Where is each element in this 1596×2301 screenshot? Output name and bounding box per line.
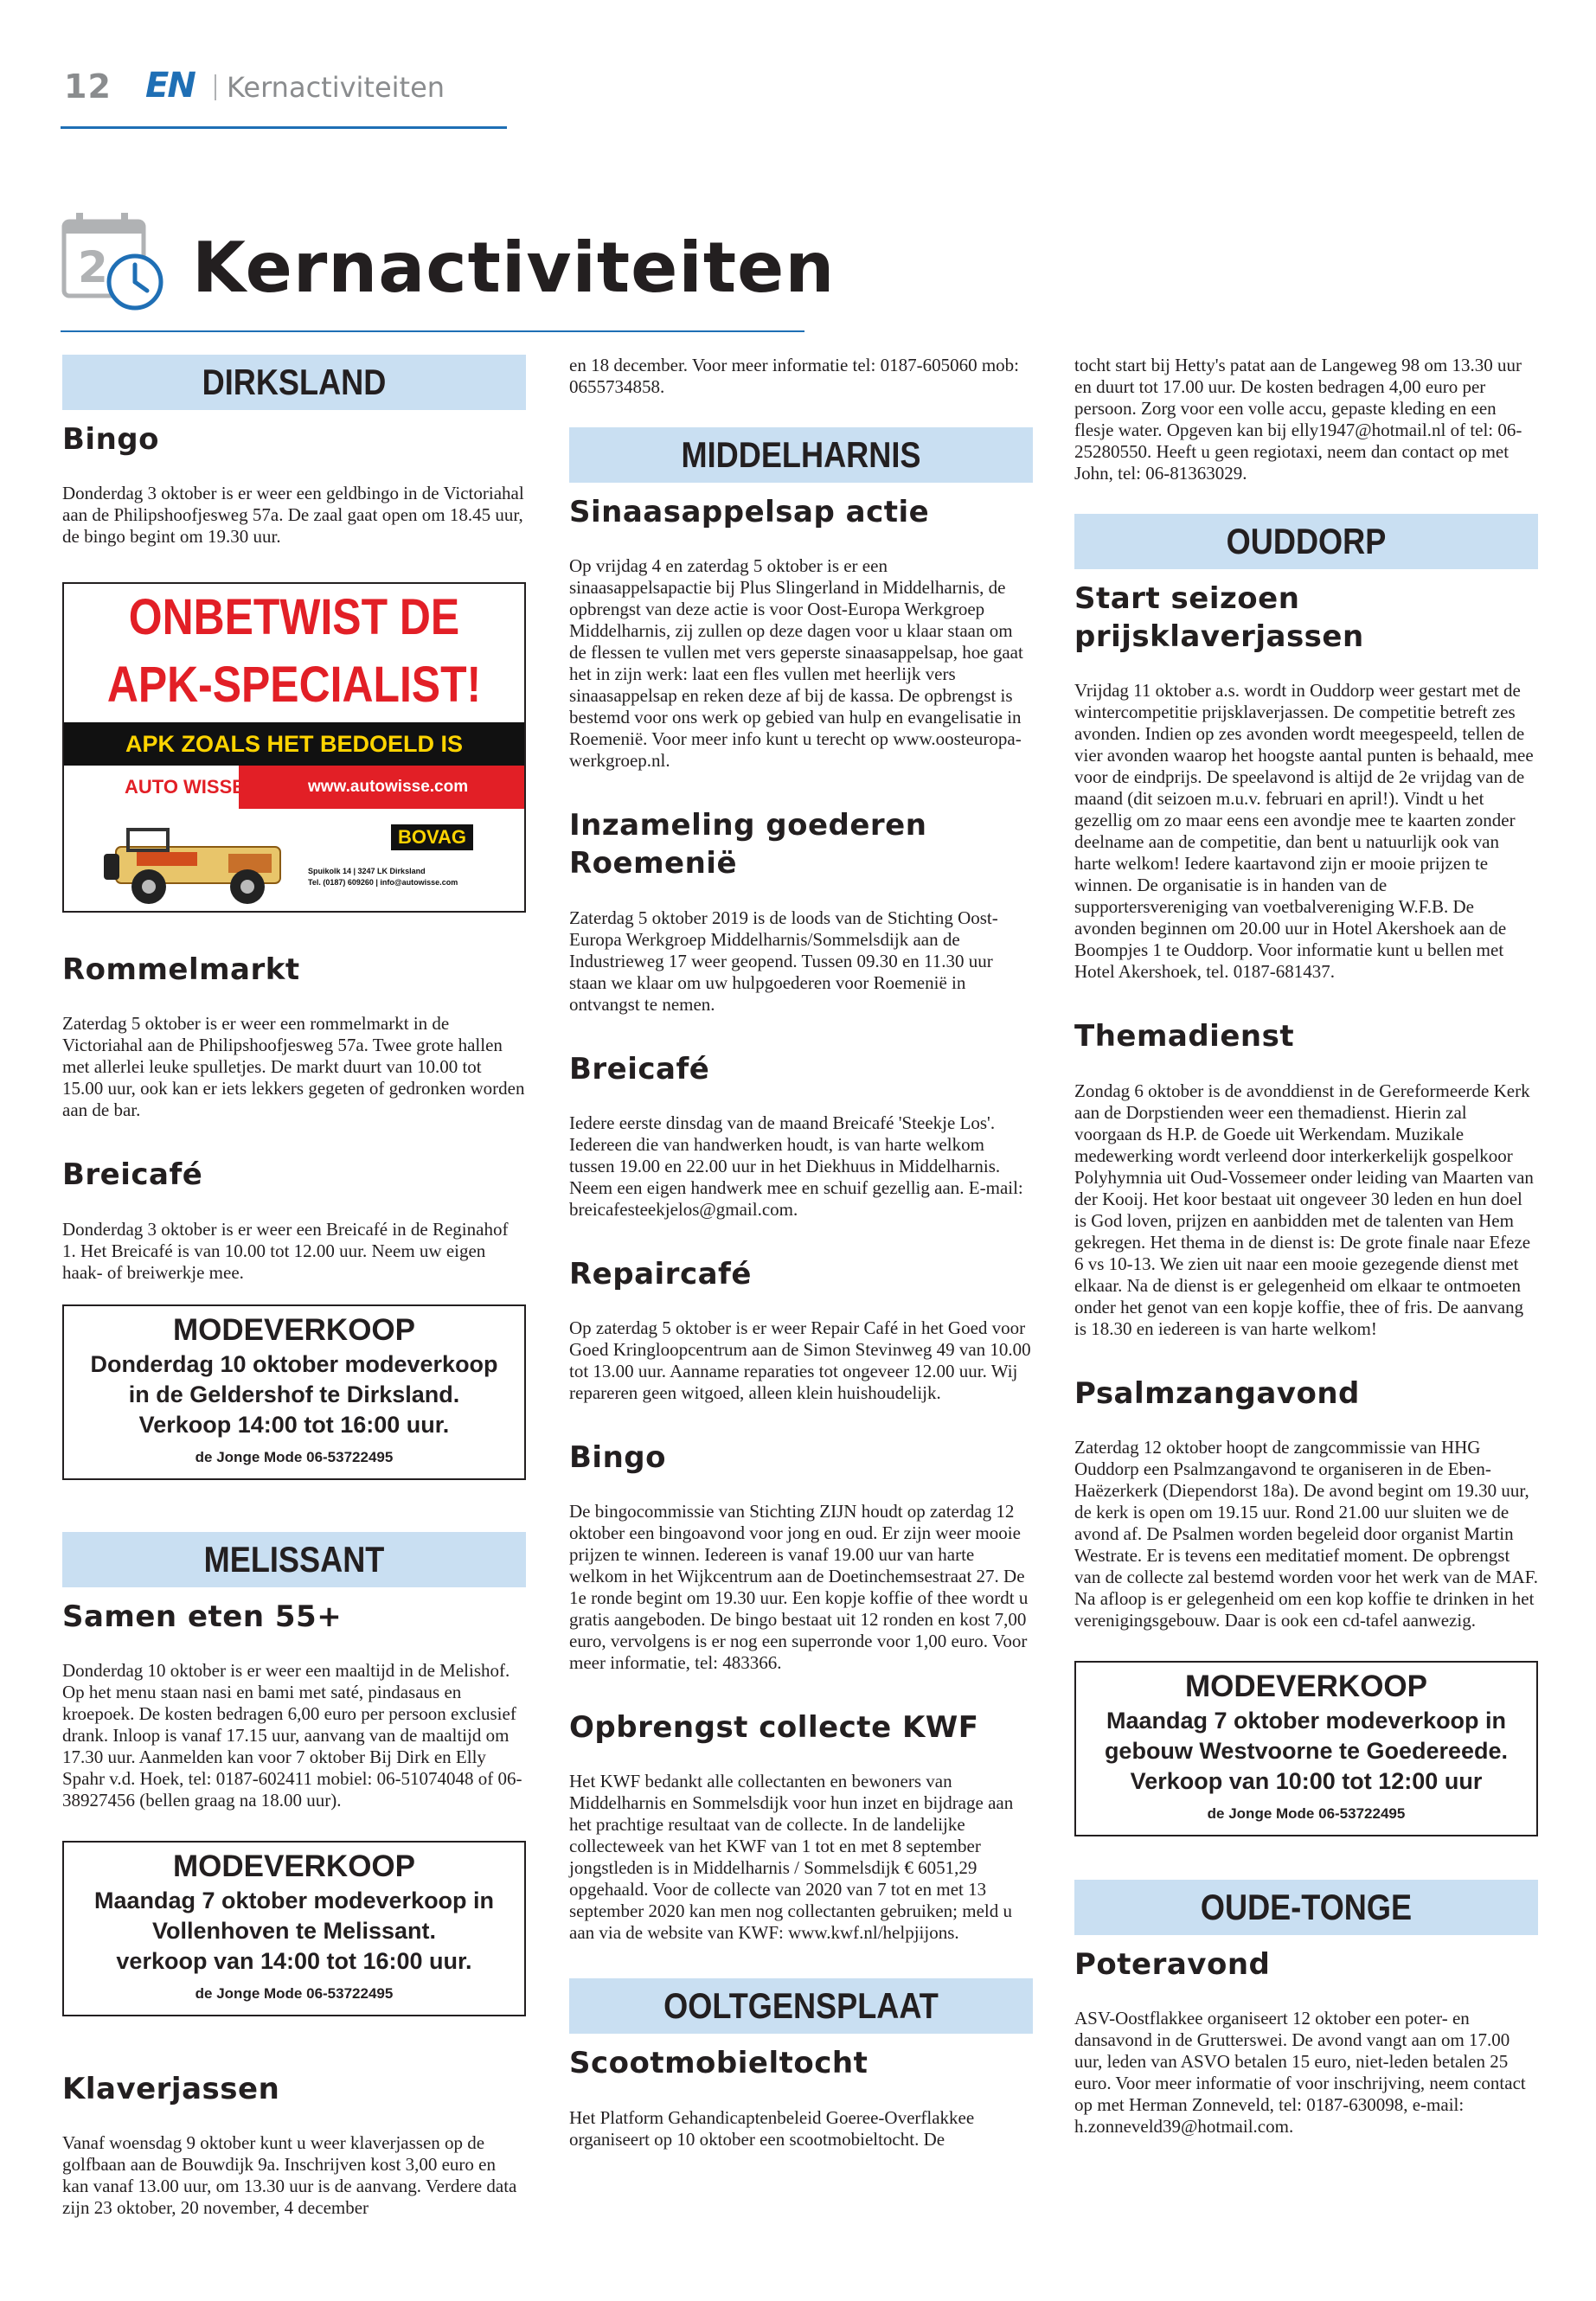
ad-title: MODEVERKOOP	[172, 1312, 416, 1347]
title-rule	[61, 330, 804, 332]
town-band-ouddorp	[1074, 514, 1538, 569]
ad-line: Verkoop 14:00 tot 16:00 uur.	[138, 1411, 450, 1438]
town-heading: DIRKSLAND	[202, 362, 387, 402]
apk-contact-line: Tel. (0187) 609260 | info@autowisse.com	[308, 878, 458, 888]
apk-url: www.autowisse.com	[308, 778, 469, 797]
article-heading: Opbrengst collecte KWF	[569, 1710, 979, 1746]
apk-brand: AUTO WISSE	[125, 776, 245, 798]
header-divider	[215, 74, 216, 100]
article-body: Iedere eerste dinsdag van de maand Breicafé 'Steekje Los'. Iedereen die van handwerken houdt, is van harte welkom tussen 19.00 en 22.00 uur in het Diekhuus in Middelharnis. Neem een eigen handwerk mee en schuif gezellig aan. E-mail: breicafesteekjelos@gmail.com.	[569, 1112, 1023, 1220]
calendar-clock-icon	[61, 211, 166, 313]
article-body: Donderdag 3 oktober is er weer een geldbingo in de Victoriahal aan de Philipshoofjesweg 57a. De zaal gaat open om 18.45 uur, de bingo begint om 19.30 uur.	[62, 483, 524, 548]
ad-contact: de Jonge Mode 06-53722495	[195, 1984, 394, 2002]
article-heading: Start seizoen prijsklaverjassen	[1074, 581, 1364, 655]
jeep-car-image	[99, 814, 298, 909]
town-heading: MELISSANT	[203, 1538, 385, 1580]
town-heading: OUDE-TONGE	[1200, 1886, 1413, 1927]
article-heading: Poteravond	[1074, 1946, 1271, 1982]
ad-contact: de Jonge Mode 06-53722495	[195, 1448, 394, 1465]
ad-line: Maandag 7 oktober modeverkoop in	[93, 1887, 495, 1913]
article-body: Donderdag 10 oktober is er weer een maaltijd in de Melishof. Op het menu staan nasi en bami met saté, pindasaus en kroepoek. De kosten bedragen 6,00 euro per persoon exclusief drank. Inloop is vanaf 17.15 uur, aanvang van de maaltijd om 17.30 uur. Aanmelden kan voor 7 oktober Bij Dirk en Elly Spahr v.d. Hoek, tel: 0187-602411 mobiel: 06-51074048 of 06-38927456 (bellen graag na 18.00 uur).	[62, 1659, 522, 1811]
article-heading: Sinaasappelsap actie	[569, 495, 930, 529]
apk-advertisement	[62, 582, 526, 913]
apk-slogan: APK ZOALS HET BEDOELD IS	[64, 722, 524, 766]
column-1	[62, 355, 526, 2253]
article-heading: Breicafé	[62, 1157, 203, 1193]
article-heading: Rommelmarkt	[62, 952, 300, 988]
article-body-continued: tocht start bij Hetty's patat aan de Langeweg 98 om 13.30 uur en duurt tot 17.00 uur. De kosten bedragen 4,00 euro per persoon. Zorg voor een volle accu, gepaste kleding en een flesje water. Opgeven kan bij elly1947@hotmail.nl of tel: 06-25280550. Heeft u geen regiotaxi, neem dan contact op met John, tel: 06-81363029.	[1074, 355, 1522, 484]
ad-title: MODEVERKOOP	[172, 1849, 416, 1883]
article-heading: Inzameling goederen Roemenië	[569, 808, 927, 881]
article-body: Zondag 6 oktober is de avonddienst in de Gereformeerde Kerk aan de Dorpstienden weer een themadienst. Hierin zal voorgaan ds H.P. de Goede uit Werkendam. Muzikale medewerking wordt verleend door interkerkelijk gospelkoor Polyhymnia uit Oud-Vossemeer onder leiding van Maarten van der Kooij. Het koor bestaat uit ongeveer 30 leden en hun doel is God loven, prijzen en aanbidden met de talenten van Hem gekregen. Het thema in de dienst is: De grote finale naar Efeze 6 vs 10-13. We zien uit naar een mooie gezegende dienst met elkaar. Na de dienst is er gelegenheid om elkaar te ontmoeten onder het genot van een kopje koffie, thee of fris. De aanvang is 18.30 en iedereen is van harte welkom!	[1074, 1080, 1534, 1339]
apk-address-line: Spuikolk 14 | 3247 LK Dirksland	[308, 867, 426, 876]
article-heading: Breicafé	[569, 1051, 710, 1086]
column-2	[569, 355, 1033, 2185]
ad-line: Donderdag 10 oktober modeverkoop	[90, 1350, 498, 1377]
ad-line: gebouw Westvoorne te Goedereede.	[1104, 1737, 1509, 1764]
modeverkoop-ad	[1074, 1661, 1538, 1836]
article-body-continued: en 18 december. Voor meer informatie tel: 0187-605060 mob: 0655734858.	[569, 355, 1020, 397]
town-heading: OOLTGENSPLAAT	[663, 1985, 939, 2027]
town-band-ooltgensplaat	[569, 1978, 1033, 2034]
article-heading: Themadienst	[1074, 1019, 1295, 1054]
ad-contact: de Jonge Mode 06-53722495	[1207, 1804, 1406, 1822]
header-rule	[61, 126, 507, 129]
publication-logo: EN	[145, 66, 195, 106]
ad-line: in de Geldershof te Dirksland.	[128, 1381, 460, 1407]
page-number: 12	[64, 67, 112, 106]
article-body: Zaterdag 12 oktober hoopt de zangcommissie van HHG Ouddorp een Psalmzangavond te organiseren in de Eben-Haëzerkerk (Diependorst 18a). De avond begint om 19.30 uur, de kerk is open om 19.15 uur. Rond 21.00 uur sluiten we de avond af. De Psalmen worden begeleid door organist Martin Westrate. Er is tevens een meditatief moment. De opbrengst van de collecte zal bestemd worden voor het werk van de MAF. Na afloop is er gelegenheid om een kop koffie te drinken in het verenigingsgebouw. Daar is ook een cd-tafel aanwezig.	[1074, 1436, 1538, 1631]
article-body: Vrijdag 11 oktober a.s. wordt in Ouddorp weer gestart met de wintercompetitie prijsklaverjassen. De competitie betreft zes avonden. Indien op zes avonden wordt meegespeeld, tellen de vier avonden waarop het hoogste aantal punten is behaald, mee voor de eindprijs. De speelavond is altijd de 2e vrijdag van de maand (dit seizoen m.u.v. februari en april!). Vindt u het gezellig om zo maar eens een avondje mee te kaarten zonder deelname aan de competitie, dan bent u natuurlijk ook van harte welkom! Iedere kaartavond zijn er mooie prijzen te winnen. De organisatie is in handen van de supportersvereniging van voetbalvereniging W.F.B. De avonden beginnen om 20.00 uur in Hotel Akershoek aan de Boompjes 1 te Ouddorp. Voor informatie kunt u bellen met Hotel Akershoek, tel. 0187-681437.	[1074, 680, 1534, 983]
article-body: Op vrijdag 4 en zaterdag 5 oktober is er een sinaasappelsapactie bij Plus Slingerland in Middelharnis, de opbrengst van deze actie is voor Oost-Europa Werkgroep Middelharnis, zij zullen op deze dagen voor u klaar staan om de flessen te vullen met vers geperste sinaasappelsap, hoe gaat het in zijn werk: laat een fles vullen met heerlijk vers sinaasappelsap en reken deze af bij de kassa. De opbrengst is bestemd voor ons werk op gebied van hulp en evangelisatie in Roemenië. Voor meer info kunt u terecht op www.oosteuropa-werkgroep.nl.	[569, 555, 1023, 772]
modeverkoop-ad	[62, 1841, 526, 2016]
article-heading: Samen eten 55+	[62, 1599, 343, 1634]
article-heading: Klaverjassen	[62, 2071, 280, 2106]
article-body: Vanaf woensdag 9 oktober kunt u weer klaverjassen op de golfbaan aan de Bouwdijk 9a. Inschrijven kost 3,00 euro en kan vanaf 13.00 uur, om 13.30 uur is de aanvang. Verdere data zijn 23 oktober, 20 november, 4 december	[62, 2131, 517, 2218]
article-body: De bingocommissie van Stichting ZIJN houdt op zaterdag 12 oktober een bingoavond voor jong en oud. Er zijn weer mooie prijzen te winnen. Iedereen is vanaf 19.00 uur van harte welkom in het Wijkcentrum aan de Doetinchemsestraat 27. De 1e ronde begint om 19.30 uur. Een kopje koffie of thee wordt u gratis aangeboden. De bingo bestaat uit 12 ronden en kost 7,00 euro, vervolgens is er nog een superronde voor 1,00 euro. Voor meer informatie, tel: 483366.	[569, 1501, 1029, 1674]
article-body: Donderdag 3 oktober is er weer een Breicafé in de Reginahof 1. Het Breicafé is van 10.00 tot 12.00 uur. Neem uw eigen haak- of breiwerkje mee.	[62, 1218, 509, 1283]
article-heading: Psalmzangavond	[1074, 1375, 1360, 1411]
svg-text:2: 2	[78, 242, 108, 292]
article-heading: Scootmobieltocht	[569, 2046, 869, 2081]
town-heading: OUDDORP	[1226, 521, 1387, 561]
article-body: ASV-Oostflakkee organiseert 12 oktober een poter- en dansavond in de Grutterswei. De avond vangt aan om 17.00 uur, leden van ASVO betalen 15 euro, niet-leden betalen 25 euro. Voor meer informatie of voor inschrijving, neem contact op met Herman Zonneveld, tel: 0187-630098, e-mail: h.zonneveld39@hotmail.com.	[1074, 2007, 1526, 2137]
page-header	[61, 66, 510, 106]
ad-line: Maandag 7 oktober modeverkoop in	[1106, 1707, 1507, 1734]
apk-headline-2: APK-SPECIALIST!	[106, 657, 482, 714]
article-body: Het Platform Gehandicaptenbeleid Goeree-Overflakkee organiseert op 10 oktober een scootmobieltocht. De	[569, 2106, 975, 2150]
article-body: Het KWF bedankt alle collectanten en bewoners van Middelharnis en Sommelsdijk voor hun inzet en bijdrage aan het prachtige resultaat van de collecte. In de landelijke collecteweek van het KWF van 1 tot en met 8 september jongstleden is in Middelharnis / Sommelsdijk € 6051,29 opgehaald. Voor de collecte van 2020 van 7 tot en met 13 september 2020 kan men nog collectanten gebruiken; meld u aan via de website van KWF: www.kwf.nl/helpjijons.	[569, 1771, 1014, 1944]
town-band-middelharnis	[569, 427, 1033, 483]
article-heading: Repaircafé	[569, 1256, 752, 1292]
apk-address	[308, 866, 458, 888]
section-label: Kernactiviteiten	[227, 71, 445, 104]
article-body: Zaterdag 5 oktober is er weer een rommelmarkt in de Victoriahal aan de Philipshoofjesweg 57a. Twee grote hallen met allerlei leuke spulletjes. De markt duurt van 10.00 tot 15.00 uur, ook kan er iets lekkers gegeten of gedronken worden aan de bar.	[62, 1013, 525, 1121]
column-3	[1074, 355, 1538, 2172]
page-title: Kernactiviteiten	[192, 228, 836, 308]
ad-line: Verkoop van 10:00 tot 12:00 uur	[1130, 1767, 1483, 1794]
article-heading: Bingo	[62, 422, 159, 457]
article-body: Op zaterdag 5 oktober is er weer Repair Café in het Goed voor Goed Kringloopcentrum aan de Simon Stevinweg 49 van 10.00 tot 13.00 uur. Aanname reparaties tot ongeveer 12.00 uur. Wij repareren geen witgoed, alleen klein huishoudelijk.	[569, 1317, 1031, 1403]
bovag-logo: BOVAG	[391, 824, 473, 850]
modeverkoop-ad	[62, 1304, 526, 1480]
ad-line: verkoop van 14:00 tot 16:00 uur.	[116, 1947, 472, 1974]
ad-line: Vollenhoven te Melissant.	[151, 1917, 437, 1944]
article-heading: Bingo	[569, 1439, 666, 1475]
town-band-oude-tonge	[1074, 1880, 1538, 1935]
town-heading: MIDDELHARNIS	[681, 434, 921, 475]
article-body: Zaterdag 5 oktober 2019 is de loods van de Stichting Oost-Europa Werkgroep Middelharnis/Sommelsdijk aan de Industrieweg 17 weer geopend. Tussen 09.30 en 11.30 uur staan we klaar om uw hulpgoederen voor Roemenië in ontvangst te nemen.	[569, 907, 998, 1015]
ad-title: MODEVERKOOP	[1184, 1669, 1428, 1703]
apk-headline-1: ONBETWIST DE	[128, 589, 460, 646]
town-band-dirksland	[62, 355, 526, 410]
town-band-melissant	[62, 1532, 526, 1587]
